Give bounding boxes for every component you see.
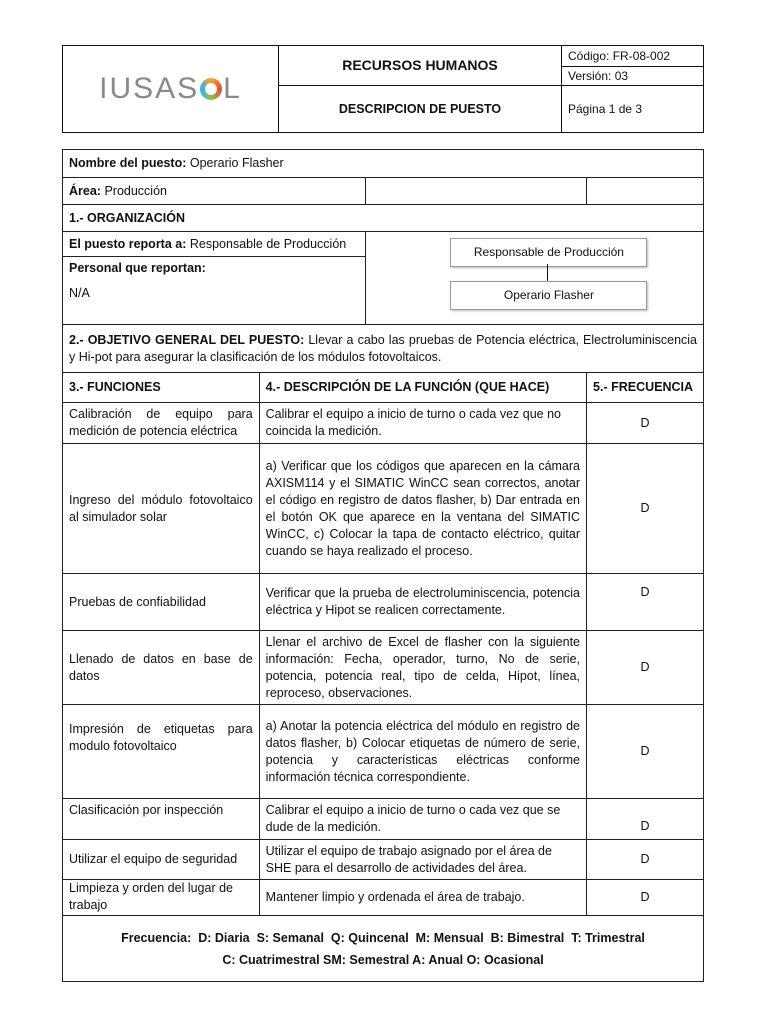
- area-empty-cell-2: [587, 178, 704, 205]
- funcion-cell: Calibración de equipo para medición de potencia eléctrica: [63, 403, 260, 444]
- frecuencia-cell: D: [587, 631, 704, 705]
- header-subtitle: DESCRIPCION DE PUESTO: [279, 86, 562, 133]
- area-label: Área:: [69, 183, 101, 198]
- funcion-cell: Limpieza y orden del lugar de trabajo: [63, 880, 260, 916]
- reportan-value: N/A: [69, 286, 90, 300]
- descripcion-cell: Utilizar el equipo de trabajo asignado por el área de SHE para el desarrollo de actividades del área.: [259, 840, 586, 880]
- area-value: Producción: [104, 183, 167, 198]
- descripcion-cell: a) Verificar que los códigos que aparecen en la cámara AXISM114 y el SIMATIC WinCC sean correctos, anotar el código en registro de datos flasher, b) Dar entrada en el botón OK que aparece en la ventana del SIMATIC WinCC, c) Colocar la tapa de contacto eléctrico, quitar cuando se haya realizado el proceso.: [259, 444, 586, 574]
- objetivo-row: [63, 325, 704, 373]
- descripcion-cell: Verificar que la prueba de electroluminiscencia, potencia eléctrica y Hipot se realicen correctamente.: [259, 574, 586, 631]
- table-row: [63, 631, 704, 705]
- objetivo-text: Llevar a cabo las pruebas de Potencia eléctrica, Electroluminiscencia y Hi-pot para asegurar la clasificación de los módulos fotovoltaicos.: [69, 332, 697, 364]
- nombre-value: Operario Flasher: [189, 156, 284, 170]
- reporta-cell: [63, 232, 366, 325]
- header-pagina: Página 1 de 3: [562, 86, 704, 133]
- header-title: RECURSOS HUMANOS: [279, 46, 562, 86]
- header-codigo: Código: FR-08-002: [562, 46, 703, 67]
- descripcion-cell: Mantener limpio y ordenada el área de trabajo.: [259, 880, 586, 916]
- frecuencia-cell: D: [587, 840, 704, 880]
- reportan-label: Personal que reportan:: [69, 261, 206, 275]
- frecuencia-cell: D: [587, 403, 704, 444]
- area-row: [63, 178, 366, 205]
- funcion-cell: Llenado de datos en base de datos: [63, 631, 260, 705]
- header-descripcion: 4.- DESCRIPCIÓN DE LA FUNCIÓN (QUE HACE): [259, 373, 586, 403]
- table-row: [63, 880, 704, 916]
- funcion-cell: Impresión de etiquetas para modulo fotovoltaico: [63, 705, 260, 799]
- header-funciones: 3.- FUNCIONES: [63, 373, 260, 403]
- leyenda-line-2: C: Cuatrimestral SM: Semestral A: Anual O: Ocasional: [222, 952, 544, 967]
- document-header: [62, 45, 704, 133]
- funcion-cell: Ingreso del módulo fotovoltaico al simulador solar: [63, 444, 260, 574]
- frecuencia-cell: D: [587, 880, 704, 916]
- table-row: [63, 840, 704, 880]
- frecuencia-cell: D: [587, 574, 704, 631]
- reporta-value: Responsable de Producción: [189, 237, 347, 251]
- leyenda-line-1: Frecuencia: D: Diaria S: Semanal Q: Quincenal M: Mensual B: Bimestral T: Trimestral: [121, 930, 645, 945]
- logo-text: IUSAS L: [99, 71, 242, 105]
- objetivo-label: 2.- OBJETIVO GENERAL DEL PUESTO:: [69, 332, 305, 347]
- org-box-operario: Operario Flasher: [450, 281, 647, 310]
- org-box-responsable: Responsable de Producción: [450, 238, 647, 267]
- funcion-cell: Utilizar el equipo de seguridad: [63, 840, 260, 880]
- table-row: [63, 444, 704, 574]
- nombre-puesto-row: [63, 150, 704, 178]
- funcion-cell: Clasificación por inspección: [63, 799, 260, 840]
- header-version: Versión: 03: [568, 69, 629, 83]
- nombre-label: Nombre del puesto:: [69, 156, 187, 170]
- descripcion-cell: a) Anotar la potencia eléctrica del módulo en registro de datos flasher, b) Colocar etiquetas de número de serie, potencia y características eléctricas conforme información técnica correspondiente.: [259, 705, 586, 799]
- descripcion-cell: Calibrar el equipo a inicio de turno o cada vez que no coincida la medición.: [259, 403, 586, 444]
- leyenda-frecuencia: [63, 916, 704, 982]
- descripcion-cell: Calibrar el equipo a inicio de turno o cada vez que se dude de la medición.: [259, 799, 586, 840]
- frecuencia-cell: D: [587, 799, 704, 840]
- descripcion-cell: Llenar el archivo de Excel de flasher con la siguiente información: Fecha, operador, turno, No de serie, potencia, potencia real, tipo de celda, Hipot, línea, reproceso, observaciones.: [259, 631, 586, 705]
- reporta-label: El puesto reporta a:: [69, 237, 187, 251]
- table-row: [63, 705, 704, 799]
- section-organizacion: 1.- ORGANIZACIÓN: [63, 205, 704, 232]
- frecuencia-cell: D: [587, 444, 704, 574]
- job-description-table: [62, 149, 704, 982]
- sun-logo-icon: [200, 78, 222, 100]
- logo: [63, 46, 279, 133]
- funcion-cell: Pruebas de confiabilidad: [63, 574, 260, 631]
- table-row: [63, 799, 704, 840]
- area-empty-cell: [366, 178, 587, 205]
- table-row: [63, 574, 704, 631]
- header-frecuencia: 5.- FRECUENCIA: [587, 373, 704, 403]
- org-chart: [366, 232, 704, 325]
- table-row: [63, 403, 704, 444]
- org-connector: [547, 264, 548, 281]
- frecuencia-cell: D: [587, 705, 704, 799]
